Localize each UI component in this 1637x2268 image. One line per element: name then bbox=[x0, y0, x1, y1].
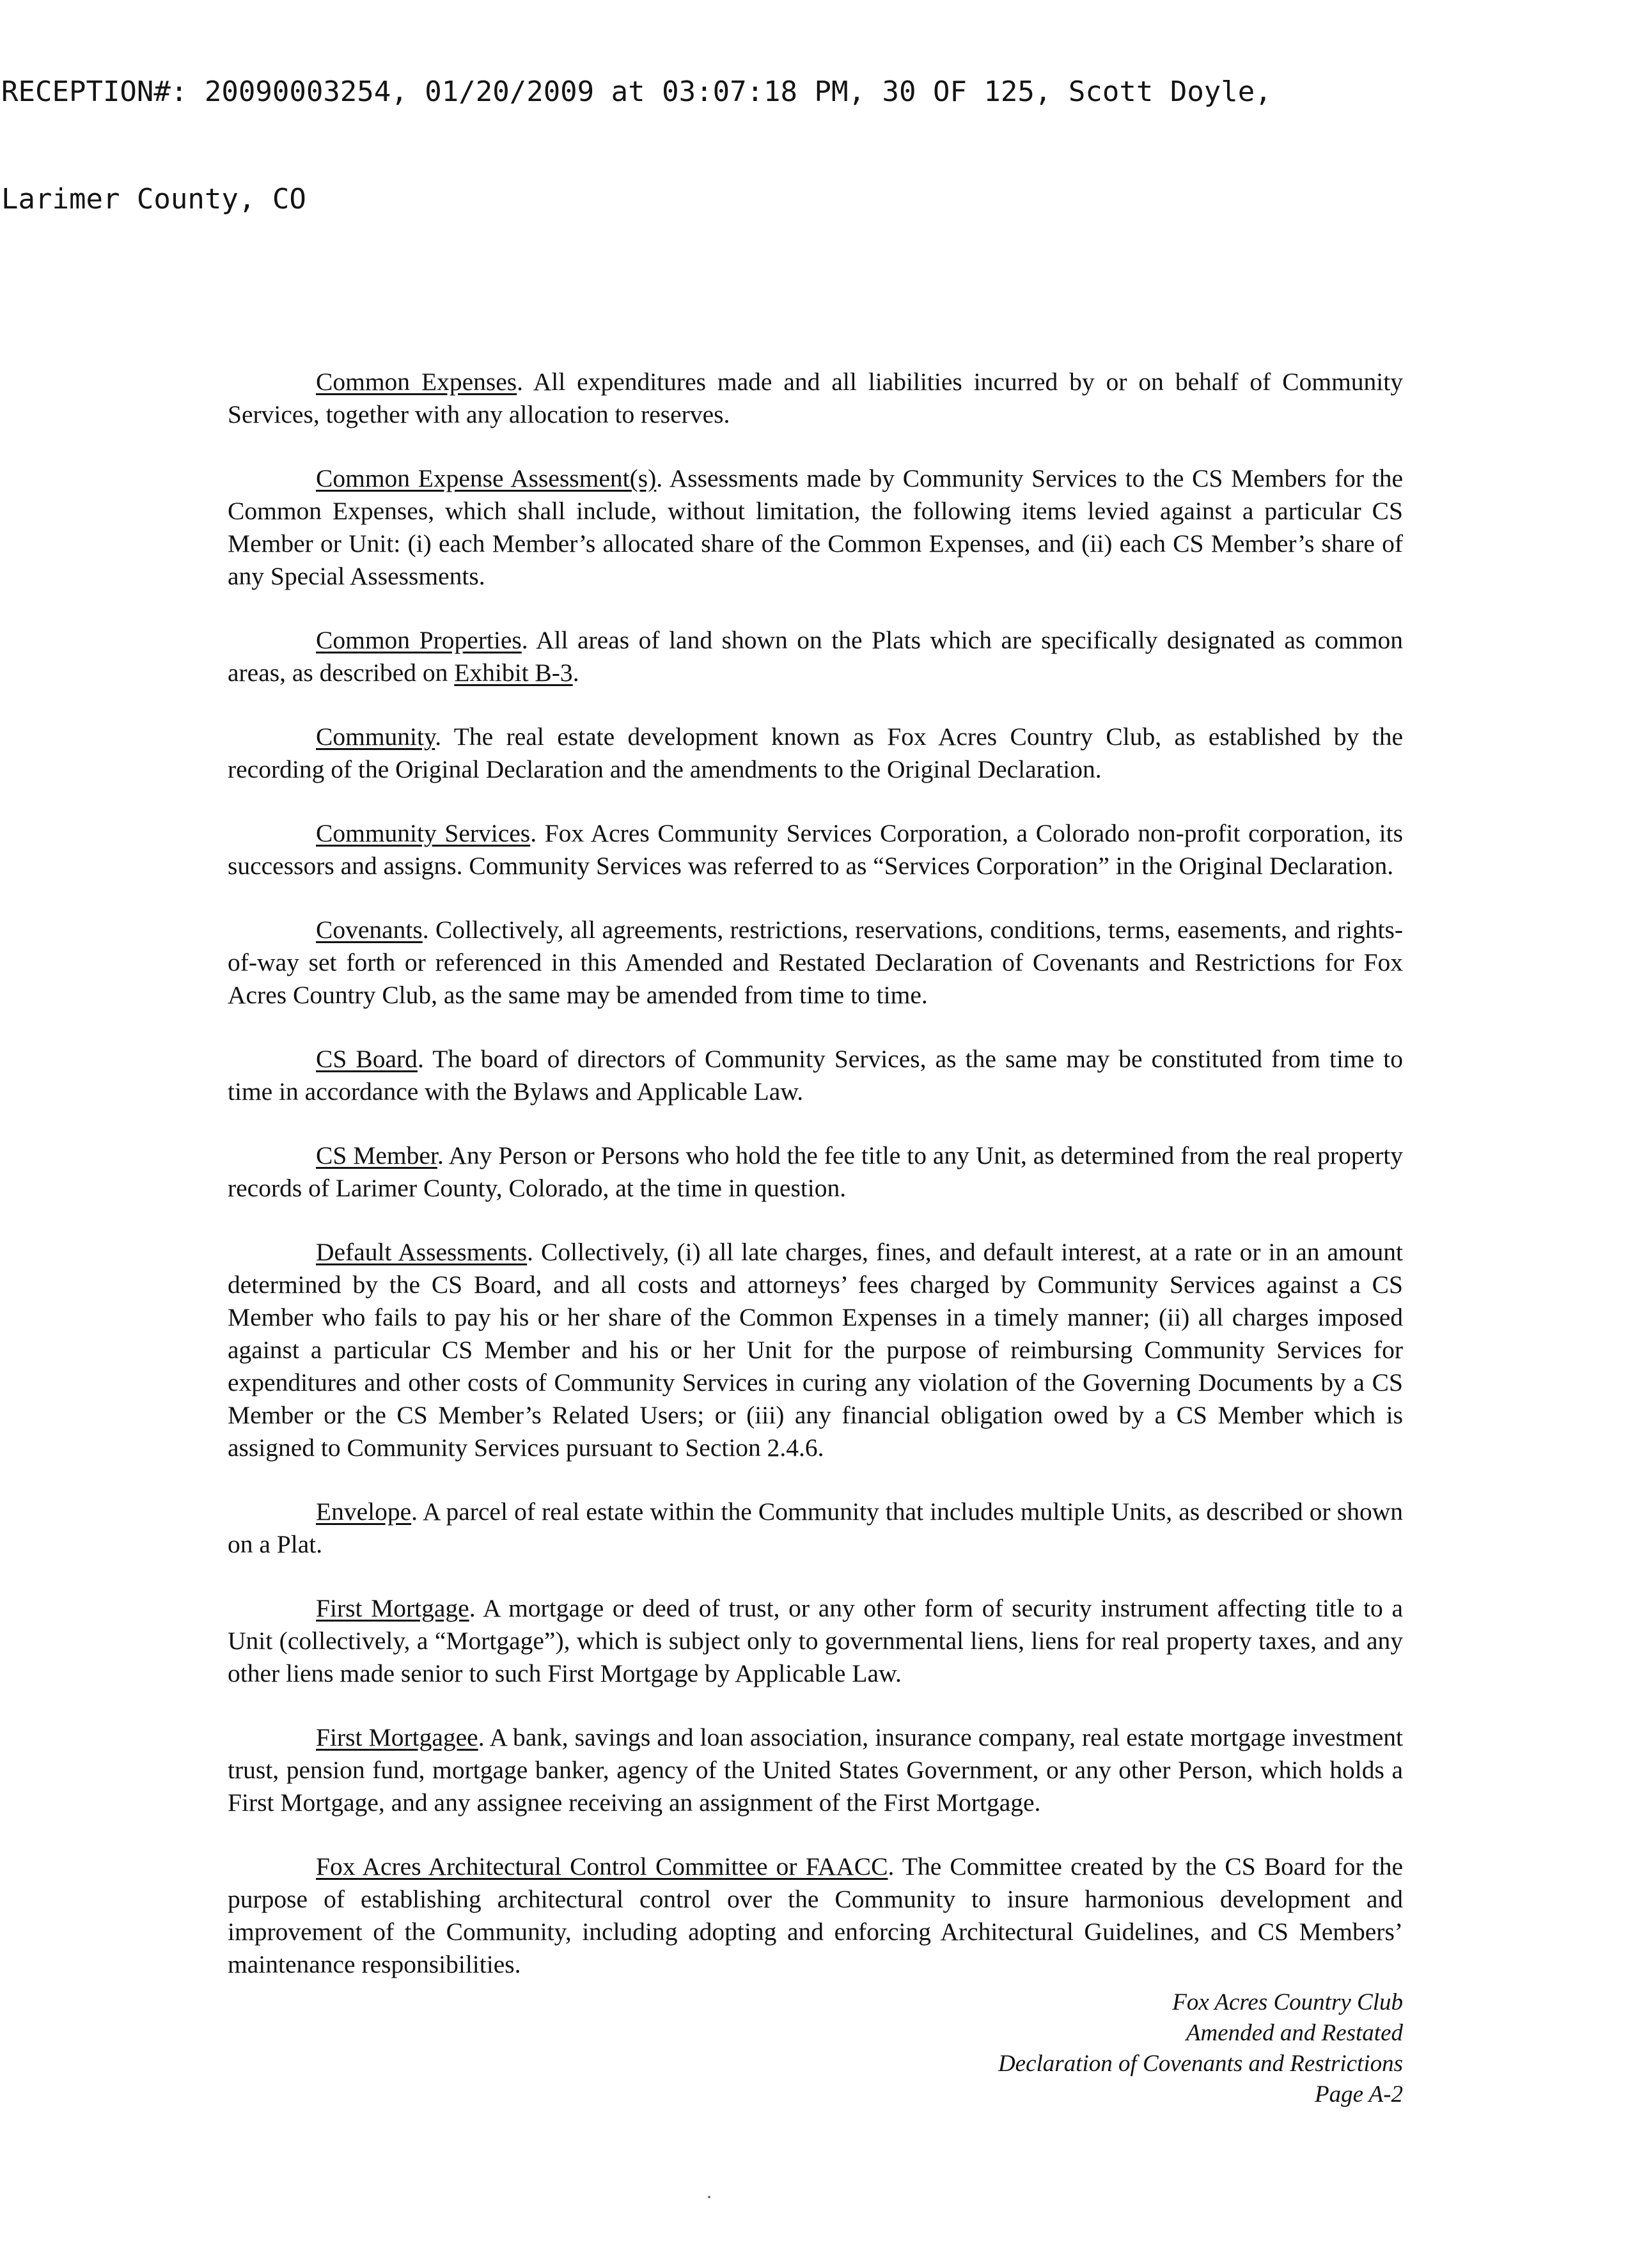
recording-stamp-line-2: Larimer County, CO bbox=[1, 183, 306, 215]
definition-term: First Mortgagee bbox=[316, 1723, 478, 1751]
definition-term: Community Services bbox=[316, 819, 531, 847]
definition-default-assessments bbox=[228, 1236, 1403, 1464]
footer-club-name: Fox Acres Country Club bbox=[1172, 1989, 1403, 2015]
definition-first-mortgage bbox=[228, 1592, 1403, 1690]
definition-text: . A mortgage or deed of trust, or any other form of security instrument affecting title to a Unit (collectively, a “Mortgage”), which is subject only to governmental liens, liens for real property taxes, and any other liens made senior to such First Mortgage by Applicable Law. bbox=[228, 1594, 1403, 1687]
definition-term: Common Properties bbox=[316, 626, 522, 654]
scan-speck bbox=[708, 2196, 710, 2198]
definition-cs-member bbox=[228, 1139, 1403, 1205]
definition-common-properties bbox=[228, 624, 1403, 689]
definition-text: . A parcel of real estate within the Community that includes multiple Units, as described or shown on a Plat. bbox=[228, 1498, 1403, 1558]
definition-common-expense-assessments bbox=[228, 462, 1403, 593]
definition-faacc bbox=[228, 1850, 1403, 1981]
footer-page-number: Page A-2 bbox=[1314, 2081, 1403, 2108]
footer-document-title: Declaration of Covenants and Restrictions bbox=[998, 2051, 1403, 2077]
recording-stamp-line-1: RECEPTION#: 20090003254, 01/20/2009 at 03:07:18 PM, 30 OF 125, Scott Doyle, bbox=[1, 75, 1272, 108]
definition-envelope bbox=[228, 1496, 1403, 1561]
definition-text-tail: . bbox=[572, 659, 579, 687]
definition-cs-board bbox=[228, 1043, 1403, 1108]
definition-community bbox=[228, 721, 1403, 786]
definition-term: Default Assessments bbox=[316, 1238, 528, 1266]
definition-term: CS Board bbox=[316, 1045, 418, 1073]
definition-term: Envelope bbox=[316, 1498, 412, 1526]
exhibit-reference: Exhibit B-3 bbox=[454, 659, 573, 687]
definition-term: Common Expenses bbox=[316, 368, 517, 396]
definition-common-expenses bbox=[228, 366, 1403, 431]
definition-first-mortgagee bbox=[228, 1721, 1403, 1819]
definition-text: . Fox Acres Community Services Corporation, a Colorado non-profit corporation, its successors and assigns. Community Services was referred to as “Services Corporation” in the Original Declaration. bbox=[228, 819, 1403, 880]
definition-text: . Assessments made by Community Services to the CS Members for the Common Expenses, which shall include, without limitation, the following items levied against a particular CS Member or Unit: (i) each Member’s allocated share of the Common Expenses, and (ii) each CS Member’s share of any Special Assessments. bbox=[228, 464, 1404, 590]
definition-term: Covenants bbox=[316, 916, 423, 944]
definition-term: Common Expense Assessment(s) bbox=[316, 464, 657, 492]
definition-text: . The board of directors of Community Services, as the same may be constituted from time to time in accordance with the Bylaws and Applicable Law. bbox=[228, 1045, 1403, 1106]
definition-term: Fox Acres Architectural Control Committee or FAACC bbox=[316, 1852, 888, 1881]
definition-term: Community bbox=[316, 723, 435, 751]
definition-text: . A bank, savings and loan association, insurance company, real estate mortgage investment trust, pension fund, mortgage banker, agency of the United States Government, or any other Person, which holds a First Mortgage, and any assignee receiving an assignment of the First Mortgage. bbox=[228, 1723, 1403, 1817]
definition-text: . All areas of land shown on the Plats which are specifically designated as common areas, as described on bbox=[228, 626, 1403, 687]
definitions-body bbox=[228, 366, 1403, 2012]
definition-text: . The Committee created by the CS Board for the purpose of establishing architectural control over the Community to insure harmonious development and improvement of the Community, including adopting and enforcing Architectural Guidelines, and CS Members’ maintenance responsibilities. bbox=[228, 1852, 1404, 1978]
footer-amended-restated: Amended and Restated bbox=[1186, 2020, 1403, 2046]
page-footer bbox=[998, 1987, 1403, 2110]
definition-term: First Mortgage bbox=[316, 1594, 469, 1622]
recording-stamp bbox=[1, 3, 1272, 253]
definition-covenants bbox=[228, 914, 1403, 1012]
definition-community-services bbox=[228, 817, 1403, 882]
definition-text: . Any Person or Persons who hold the fee title to any Unit, as determined from the real property records of Larimer County, Colorado, at the time in question. bbox=[228, 1141, 1403, 1202]
definition-text: . All expenditures made and all liabilities incurred by or on behalf of Community Services, together with any allocation to reserves. bbox=[228, 368, 1403, 428]
definition-text: . The real estate development known as Fox Acres Country Club, as established by the recording of the Original Declaration and the amendments to the Original Declaration. bbox=[228, 723, 1403, 783]
definition-text: . Collectively, (i) all late charges, fines, and default interest, at a rate or in an amount determined by the CS Board, and all costs and attorneys’ fees charged by Community Services against a CS Member who fails to pay his or her share of the Common Expenses in a timely manner; (ii) all charges imposed against a particular CS Member and his or her Unit for the purpose of reimbursing Community Services for expenditures and other costs of Community Services in curing any violation of the Governing Documents by a CS Member or the CS Member’s Related Users; or (iii) any financial obligation owed by a CS Member which is assigned to Community Services pursuant to Section 2.4.6. bbox=[228, 1238, 1403, 1462]
definition-text: . Collectively, all agreements, restrictions, reservations, conditions, terms, easements, and rights-of-way set forth or referenced in this Amended and Restated Declaration of Covenants and Restrictions for Fox Acres Country Club, as the same may be amended from time to time. bbox=[228, 916, 1403, 1009]
definition-term: CS Member bbox=[316, 1141, 437, 1169]
